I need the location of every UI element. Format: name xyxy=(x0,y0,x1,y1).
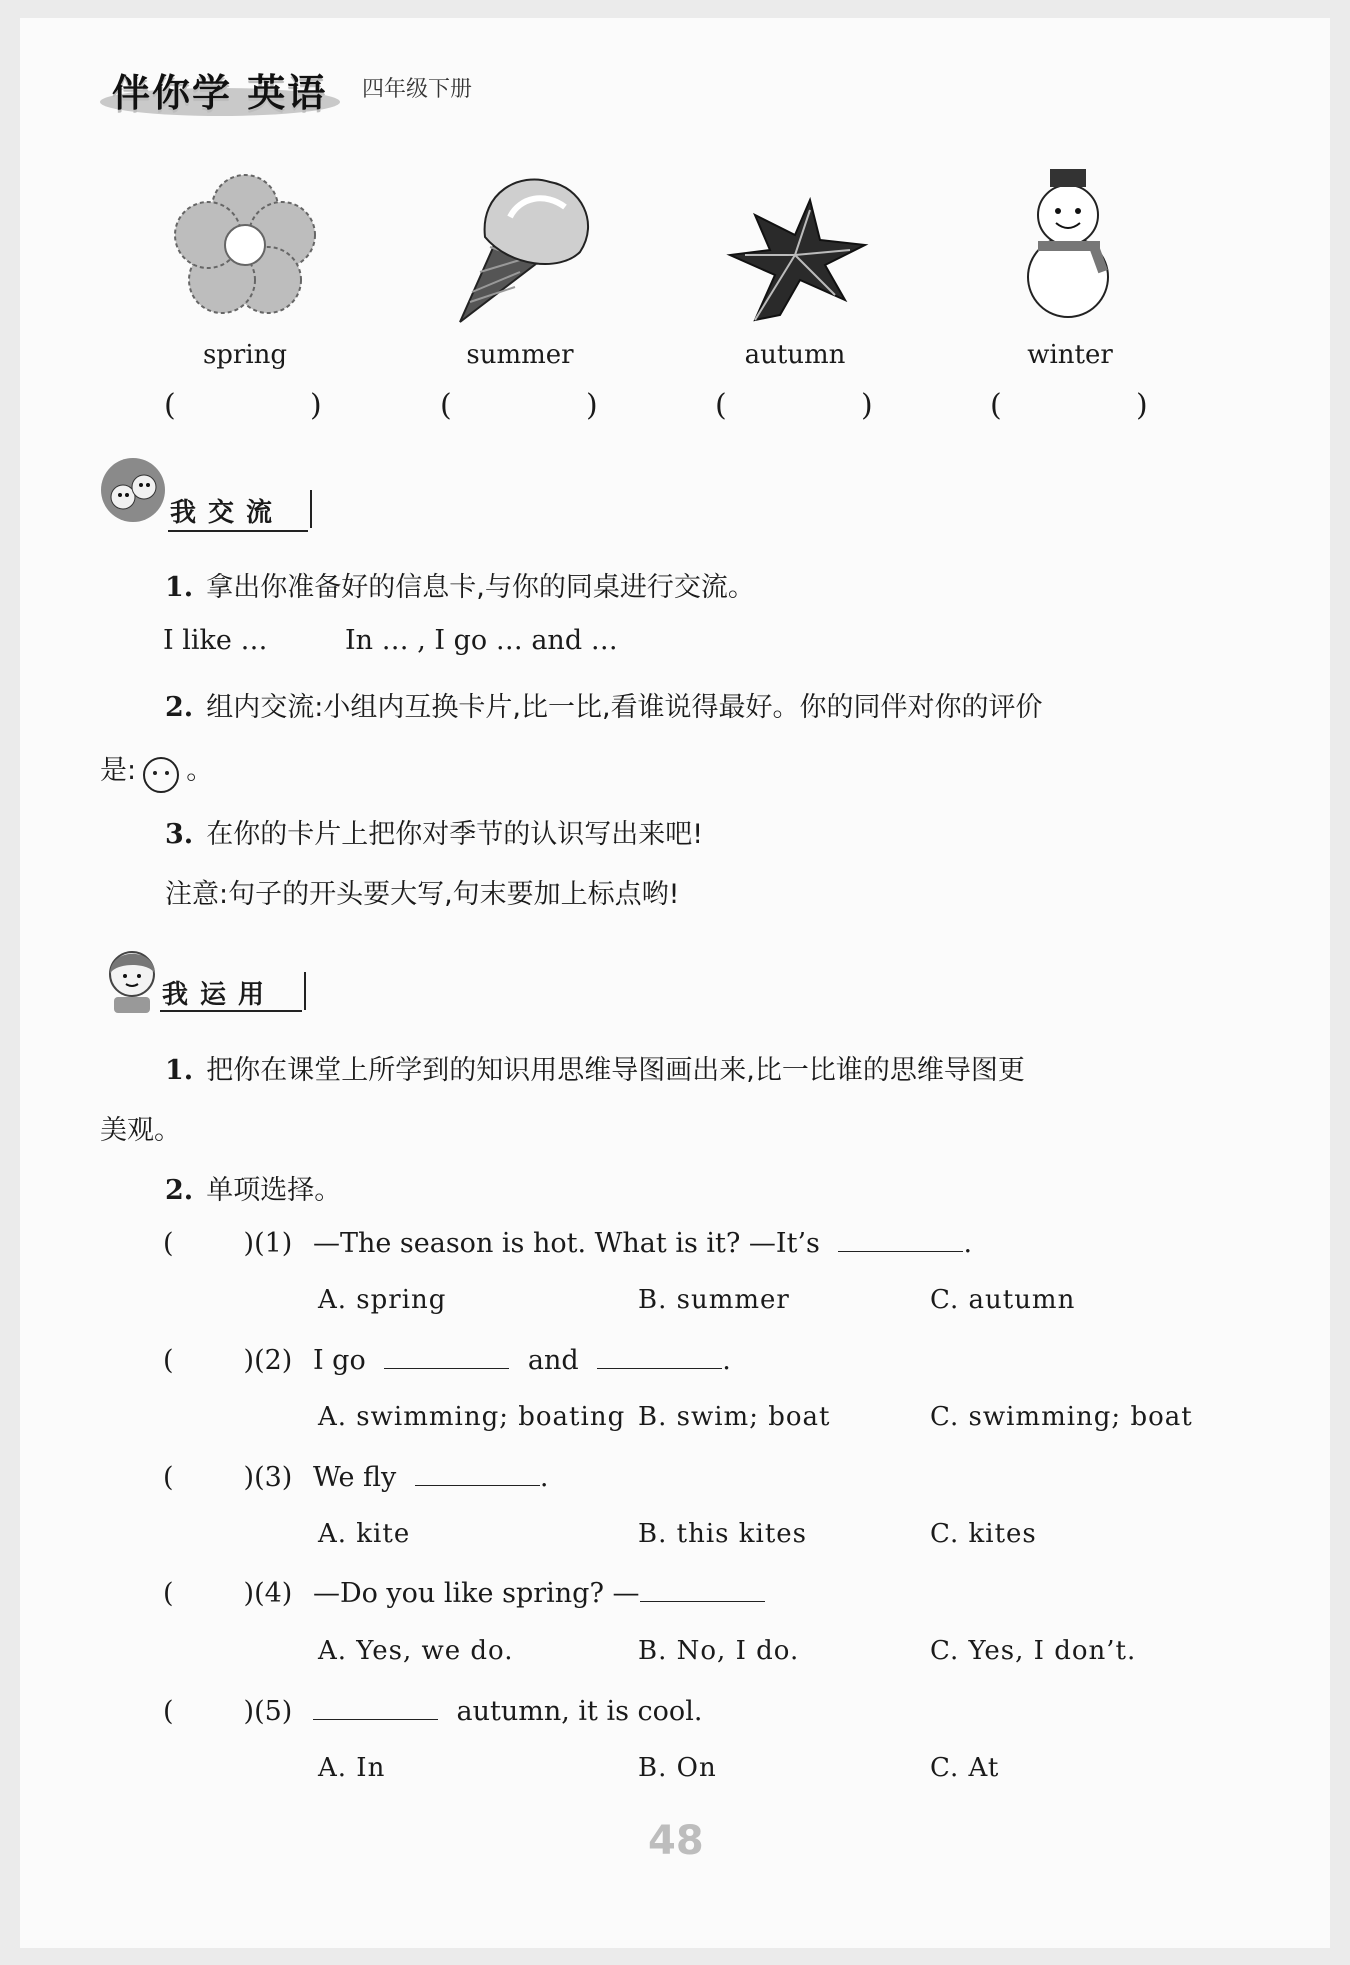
answer-paren-close: ) xyxy=(586,388,598,423)
ice-cream-icon xyxy=(440,162,600,327)
answer-box-winter[interactable] xyxy=(1008,388,1134,422)
fill-blank[interactable] xyxy=(640,1601,765,1602)
season-label-spring: spring xyxy=(202,340,288,370)
answer-paren-close: ) xyxy=(861,388,873,423)
question-1: ( )(1) —The season is hot. What is it? —It’s . xyxy=(163,1228,973,1259)
option-c[interactable]: C. At xyxy=(930,1753,1000,1783)
option-b[interactable]: B. No, I do. xyxy=(638,1636,800,1666)
exchange-note: 注意:句子的开头要大写,句末要加上标点哟! xyxy=(165,879,680,910)
option-a[interactable]: A. Yes, we do. xyxy=(318,1636,514,1666)
exchange-item-2: 2. 组内交流:小组内互换卡片,比一比,看谁说得最好。你的同伴对你的评价 xyxy=(165,692,1043,723)
fill-blank[interactable] xyxy=(384,1368,509,1369)
option-b[interactable]: B. summer xyxy=(638,1285,790,1315)
flower-icon xyxy=(170,170,320,320)
answer-box-summer[interactable] xyxy=(458,388,584,422)
apply-item-1: 1. 把你在课堂上所学到的知识用思维导图画出来,比一比谁的思维导图更 xyxy=(165,1055,1025,1086)
fill-blank[interactable] xyxy=(597,1368,722,1369)
apply-item-1-cont: 美观。 xyxy=(100,1115,181,1146)
answer-box-autumn[interactable] xyxy=(733,388,859,422)
fill-blank[interactable] xyxy=(313,1719,438,1720)
fill-blank[interactable] xyxy=(415,1485,540,1486)
page-number: 48 xyxy=(648,1818,704,1864)
answer-paren-close: ) xyxy=(310,388,322,423)
sentence-pattern-1: I like … xyxy=(163,625,268,656)
apply-item-2: 2. 单项选择。 xyxy=(165,1175,342,1206)
question-5: ( )(5) autumn, it is cool. xyxy=(163,1696,703,1727)
sentence-pattern-2: In … , I go … and … xyxy=(345,625,618,656)
answer-paren-open: ( xyxy=(440,388,452,423)
girl-mascot-icon xyxy=(100,942,165,1017)
option-c[interactable]: C. Yes, I don’t. xyxy=(930,1636,1137,1666)
option-c[interactable]: C. swimming; boat xyxy=(930,1402,1193,1432)
exchange-item-2-cont: 是: 。 xyxy=(100,748,213,795)
fill-blank[interactable] xyxy=(838,1251,963,1252)
section-divider xyxy=(308,490,312,528)
book-subtitle: 四年级下册 xyxy=(362,77,473,102)
option-c[interactable]: C. kites xyxy=(930,1519,1037,1549)
exchange-item-1: 1. 拿出你准备好的信息卡,与你的同桌进行交流。 xyxy=(165,572,755,603)
option-b[interactable]: B. On xyxy=(638,1753,717,1783)
exchange-item-3: 3. 在你的卡片上把你对季节的认识写出来吧! xyxy=(165,819,704,850)
section-underline xyxy=(168,530,308,532)
question-2: ( )(2) I go and . xyxy=(163,1345,731,1376)
answer-paren-close: ) xyxy=(1136,388,1148,423)
option-c[interactable]: C. autumn xyxy=(930,1285,1076,1315)
option-b[interactable]: B. this kites xyxy=(638,1519,807,1549)
snowman-icon xyxy=(1010,165,1130,325)
section-title-apply: 我运用 xyxy=(162,980,277,1010)
option-a[interactable]: A. In xyxy=(318,1753,386,1783)
option-a[interactable]: A. kite xyxy=(318,1519,411,1549)
section-underline xyxy=(160,1010,302,1012)
option-a[interactable]: A. spring xyxy=(318,1285,447,1315)
kids-mascot-icon xyxy=(98,455,168,530)
section-title-exchange: 我交流 xyxy=(170,498,285,528)
question-4: ( )(4) —Do you like spring? — xyxy=(163,1578,765,1609)
answer-paren-open: ( xyxy=(715,388,727,423)
question-3: ( )(3) We fly . xyxy=(163,1462,549,1493)
answer-paren-open: ( xyxy=(990,388,1002,423)
section-divider xyxy=(302,972,306,1010)
answer-box-spring[interactable] xyxy=(182,388,308,422)
answer-paren-open: ( xyxy=(164,388,176,423)
book-title: 伴你学 英语 xyxy=(112,71,328,115)
smiley-face-icon xyxy=(141,755,181,795)
option-b[interactable]: B. swim; boat xyxy=(638,1402,831,1432)
season-label-autumn: autumn xyxy=(744,340,846,370)
leaf-icon xyxy=(720,195,870,325)
season-label-summer: summer xyxy=(466,340,574,370)
season-label-winter: winter xyxy=(1027,340,1113,370)
option-a[interactable]: A. swimming; boating xyxy=(318,1402,626,1432)
